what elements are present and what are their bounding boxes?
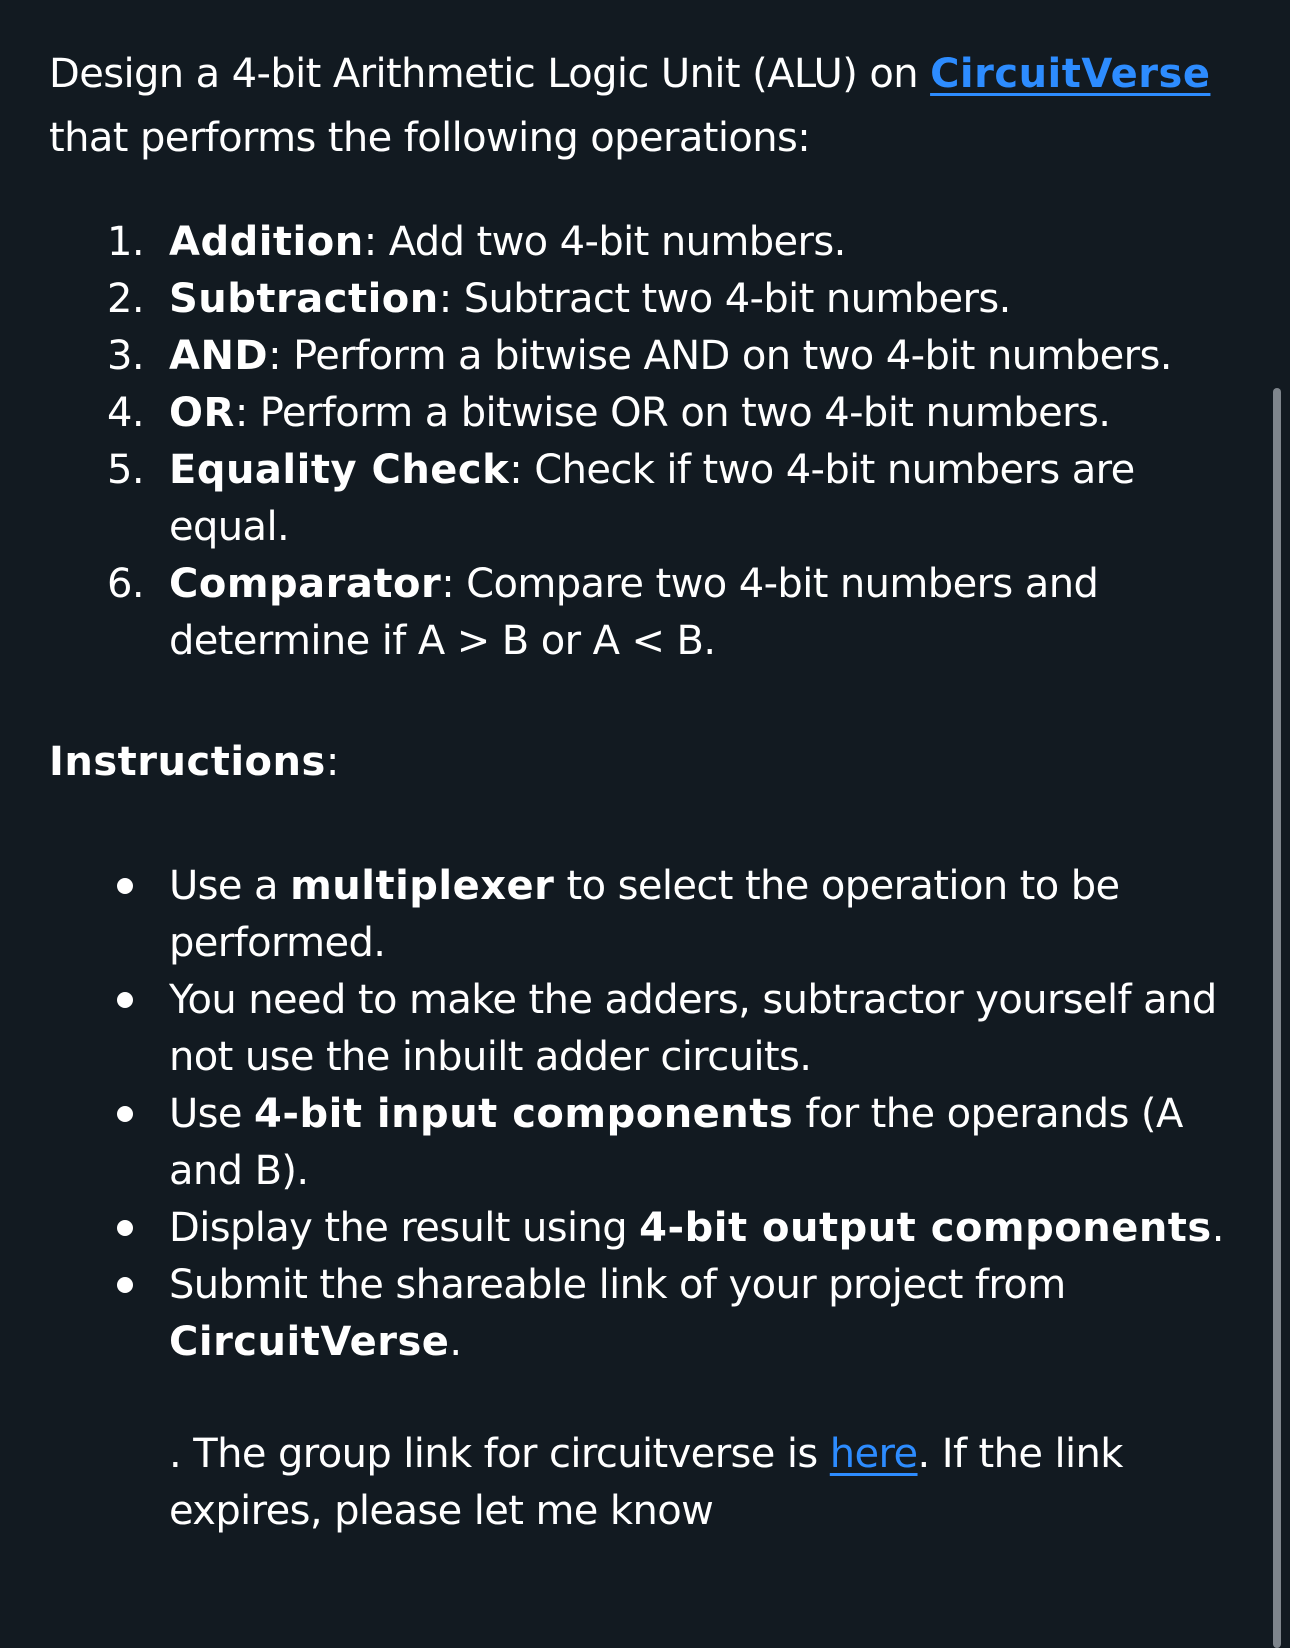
list-item: [49, 442, 1249, 556]
circuitverse-link[interactable]: CircuitVerse: [930, 51, 1211, 97]
instruction-text: Use: [169, 1091, 255, 1137]
list-number: 2.: [107, 276, 144, 322]
operation-desc: : Subtract two 4-bit numbers.: [438, 276, 1011, 322]
instructions-heading: [49, 730, 1249, 794]
group-link-note: [169, 1426, 1189, 1540]
operation-desc: : Check if two 4-bit numbers are equal.: [169, 447, 1135, 550]
operation-name: Subtraction: [169, 276, 439, 322]
bullet-icon: [117, 878, 133, 894]
vertical-scrollbar[interactable]: [1273, 388, 1281, 1648]
instruction-bold: 4-bit input components: [254, 1091, 794, 1137]
instructions-list: [49, 858, 1249, 1371]
list-item: [49, 385, 1249, 442]
operation-name: Comparator: [169, 561, 442, 607]
operation-desc: : Perform a bitwise OR on two 4-bit numbers.: [234, 390, 1111, 436]
instruction-text-end: .: [1211, 1205, 1224, 1251]
operation-name: Equality Check: [169, 447, 510, 493]
list-number: 5.: [107, 447, 144, 493]
instruction-bold: CircuitVerse: [169, 1319, 450, 1365]
list-number: 6.: [107, 561, 144, 607]
operation-name: OR: [169, 390, 235, 436]
operation-name: Addition: [169, 219, 364, 265]
intro-text-end: that performs the following operations:: [49, 115, 811, 161]
operation-desc: : Compare two 4-bit numbers and determine if A > B or A < B.: [169, 561, 1099, 664]
instruction-text: Use a: [169, 863, 291, 909]
bullet-icon: [117, 1106, 133, 1122]
list-item: [49, 214, 1249, 271]
list-item: [49, 556, 1249, 670]
instruction-text: Display the result using: [169, 1205, 640, 1251]
operation-desc: : Perform a bitwise AND on two 4-bit numbers.: [268, 333, 1172, 379]
instructions-heading-text: Instructions: [49, 739, 326, 785]
instruction-text-end: to select the operation to be performed.: [169, 863, 1120, 966]
list-number: 4.: [107, 390, 144, 436]
group-link[interactable]: here: [829, 1431, 918, 1477]
bullet-icon: [117, 992, 133, 1008]
instruction-text-end: for the operands (A and B).: [169, 1091, 1183, 1194]
intro-text: Design a 4-bit Arithmetic Logic Unit (ALU) on: [49, 51, 931, 97]
message-content: [49, 42, 1249, 1540]
instruction-bold: 4-bit output components: [639, 1205, 1212, 1251]
note-text: . The group link for circuitverse is: [169, 1431, 830, 1477]
instruction-text: Submit the shareable link of your project from: [169, 1262, 1066, 1308]
list-number: 1.: [107, 219, 144, 265]
instruction-text-end: .: [449, 1319, 462, 1365]
list-item: [49, 972, 1249, 1086]
operation-name: AND: [169, 333, 269, 379]
list-item: [49, 1086, 1249, 1200]
instruction-bold: multiplexer: [290, 863, 555, 909]
instruction-text: You need to make the adders, subtractor yourself and not use the inbuilt adder circuits.: [169, 977, 1217, 1080]
list-number: 3.: [107, 333, 144, 379]
operation-desc: : Add two 4-bit numbers.: [363, 219, 846, 265]
intro-paragraph: [49, 42, 1249, 170]
operations-list: [49, 214, 1249, 670]
list-item: [49, 858, 1249, 972]
list-item: [49, 1200, 1249, 1257]
list-item: [49, 271, 1249, 328]
bullet-icon: [117, 1277, 133, 1293]
list-item: [49, 328, 1249, 385]
list-item: [49, 1257, 1249, 1371]
bullet-icon: [117, 1220, 133, 1236]
instructions-heading-colon: :: [325, 739, 340, 785]
note-text-end: . If the link expires, please let me know: [169, 1431, 1123, 1534]
